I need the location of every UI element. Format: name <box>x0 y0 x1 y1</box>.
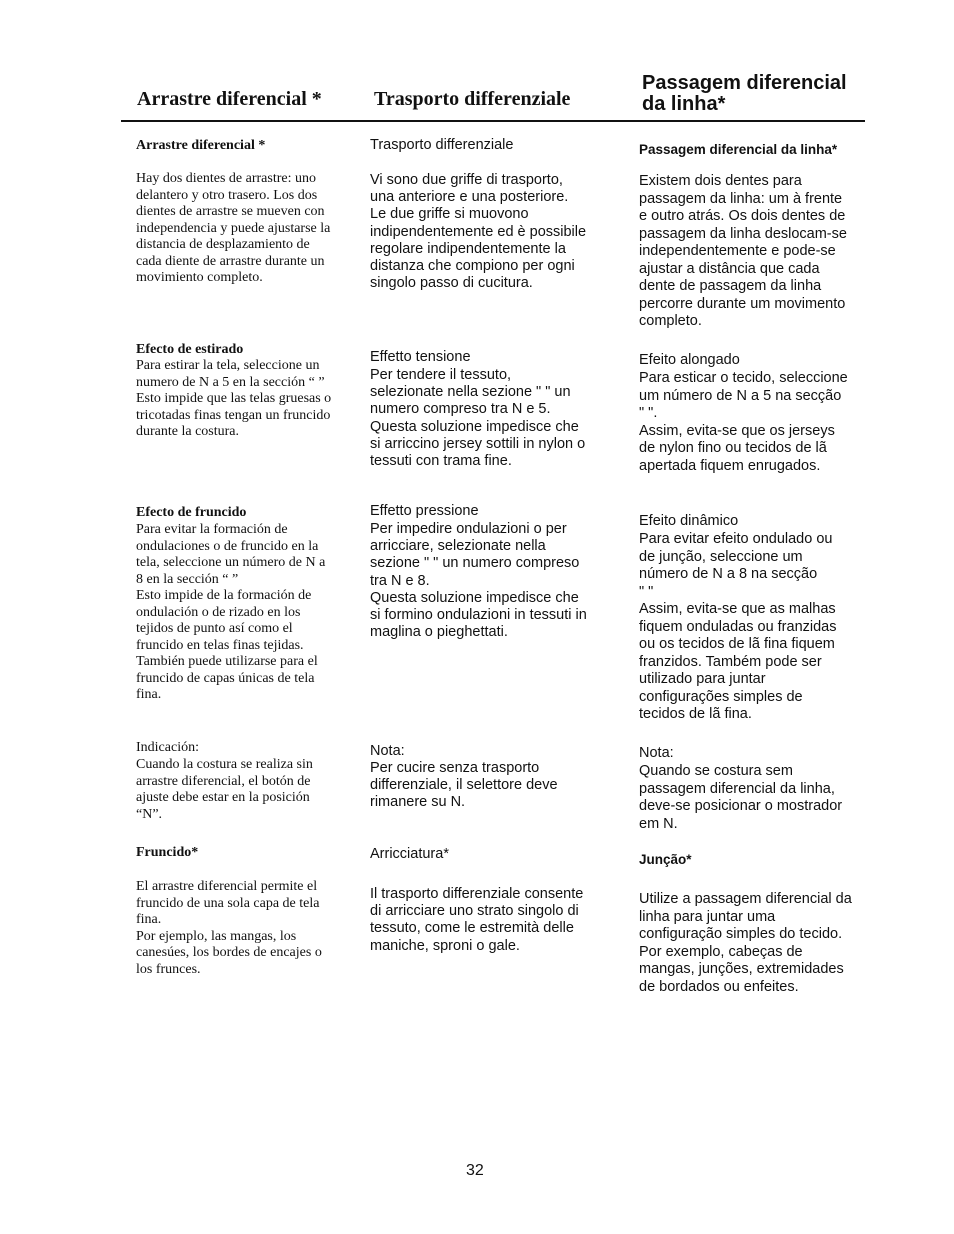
it-gather-text: Per impedire ondulazioni o per arricciare, selezionate nella sezione " " un numero compreso tra N e 8. Questa soluzione impedisce che si formino ondulazioni in tessuti in maglina o pieghettati. <box>370 521 587 641</box>
pt-gather-text: Para evitar efeito ondulado ou de junção, seleccione um número de N a 8 na secção " " Assim, evita-se que as malhas fiquem onduladas ou franzidas ou os tecidos de lã fina fiquem franzidos. Também pode ser utilizado para juntar configurações simples de tecidos de lã fina. <box>639 531 837 722</box>
pt-fr-title: Junção* <box>639 852 692 867</box>
it-fr-title: Arricciatura* <box>370 846 449 862</box>
it-intro: Vi sono due griffe di trasporto, una anteriore e una posteriore. Le due griffe si muovono indipendentemente ed è possibile regolare indipendentemente la distanza che compiono per ogni singolo passo di cucitura. <box>370 172 587 292</box>
it-stretch-text: Per tendere il tessuto, selezionate nella sezione " " un numero compreso tra N e 5. Questa soluzione impedisce che si arriccino jersey sottili in nylon o tessuti con trama fine. <box>370 367 586 470</box>
es-title: Arrastre diferencial * <box>136 138 266 153</box>
pt-title: Passagem diferencial da linha* <box>639 142 838 157</box>
es-fr-title: Fruncido* <box>136 845 199 860</box>
es-stretch-title: Efecto de estirado <box>136 342 244 357</box>
es-intro: Hay dos dientes de arrastre: uno delantero y otro trasero. Los dos dientes de arrastre se mueven con independencia y puede ajustarse la distancia de desplazamiento de cada diente de arrastre durante un movimiento completo. <box>136 171 331 285</box>
pt-intro: Existem dois dentes para passagem da linha: um à frente e outro atrás. Os dois dentes de passagem da linha deslocam-se independentemente e pode-se ajustar a distância que cada dente de passagem da linha percorre durante um movimento completo. <box>639 173 847 329</box>
it-note-text: Per cucire senza trasporto differenziale, il selettore deve rimanere su N. <box>370 760 558 811</box>
it-title: Trasporto differenziale <box>370 137 514 153</box>
pt-gather-title: Efeito dinâmico <box>639 513 739 529</box>
es-stretch-text: Para estirar la tela, seleccione un numero de N a 5 en la sección “ ” Esto impide que las telas gruesas o tricotadas finas tengan un fruncido durante la costura. <box>136 358 332 439</box>
es-note-text: Cuando la costura se realiza sin arrastre diferencial, el botón de ajuste debe estar en la posición “N”. <box>136 757 313 822</box>
header-rule <box>121 120 865 122</box>
it-fr-text: Il trasporto differenziale consente di arricciare uno strato singolo di tessuto, come le estremità delle maniche, sproni o gale. <box>370 886 584 954</box>
header-it: Trasporto differenziale <box>374 88 571 110</box>
es-fr-text: El arrastre diferencial permite el fruncido de una sola capa de tela fina. Por ejemplo, las mangas, los canesúes, los bordes de encajes o los frunces. <box>136 879 322 977</box>
pt-stretch-title: Efeito alongado <box>639 352 740 368</box>
pt-note-title: Nota: <box>639 745 674 761</box>
it-stretch-title: Effetto tensione <box>370 349 471 365</box>
page-number: 32 <box>466 1162 484 1179</box>
es-note-title: Indicación: <box>136 740 199 755</box>
header-es: Arrastre diferencial * <box>137 88 322 110</box>
pt-stretch-text: Para esticar o tecido, seleccione um número de N a 5 na secção " ". Assim, evita-se que os jerseys de nylon fino ou tecidos de lã apertada fiquem enrugados. <box>639 370 848 474</box>
it-gather-title: Effetto pressione <box>370 503 479 519</box>
es-gather-title: Efecto de fruncido <box>136 505 247 520</box>
pt-note-text: Quando se costura sem passagem diferencial da linha, deve-se posicionar o mostrador em N. <box>639 763 843 832</box>
es-gather-text: Para evitar la formación de ondulaciones o de fruncido en la tela, seleccione un número de N a 8 en la sección “ ” Esto impide de la formación de ondulación o de rizado en los tejidos de punto así como el fruncido en telas finas tejidas. También puede utilizarse para el fruncido de capas únicas de tela fina. <box>136 522 326 702</box>
it-note-title: Nota: <box>370 743 405 759</box>
header-pt: Passagem diferencial da linha* <box>642 72 847 115</box>
pt-fr-text: Utilize a passagem diferencial da linha para juntar uma configuração simples do tecido. Por exemplo, cabeças de mangas, junções, extremidades de bordados ou enfeites. <box>639 891 852 995</box>
